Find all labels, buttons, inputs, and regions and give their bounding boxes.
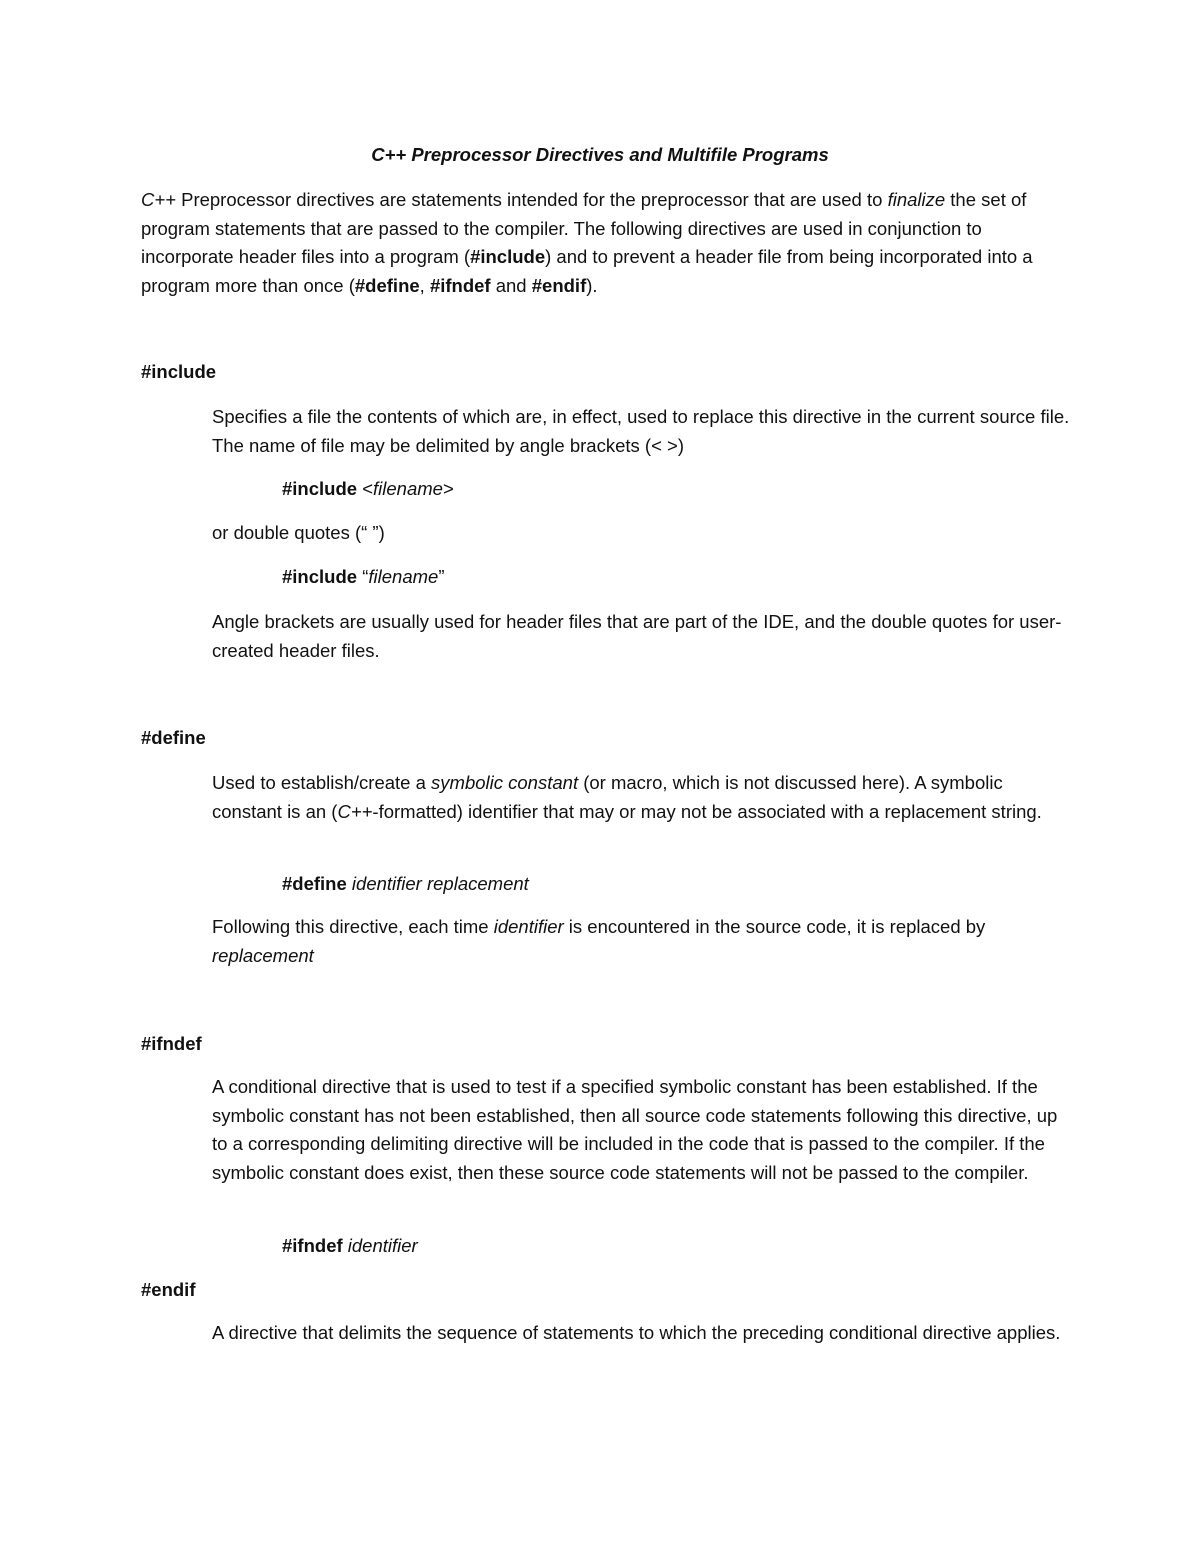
ifndef-syntax-args: identifier <box>342 1235 418 1256</box>
define-desc-1: Used to establish/create a <box>212 772 432 793</box>
define-heading: #define <box>141 727 206 748</box>
include-or-quotes: or double quotes (“ ”) <box>212 522 385 543</box>
include-syntax-quotes <box>282 565 444 589</box>
endif-heading: #endif <box>141 1279 196 1300</box>
include-description: Specifies a file the contents of which are, in effect, used to replace this directive in the current source file. The name of file may be delimited by angle brackets (< >) <box>212 406 1070 456</box>
include-syntax-quotes-arg: filename <box>368 566 439 587</box>
include-syntax-angle-open: < <box>357 478 374 499</box>
define-syntax-args: identifier replacement <box>346 873 529 894</box>
intro-and: and <box>490 274 532 296</box>
intro-comma: , <box>419 274 430 296</box>
ifndef-syntax-kw: #ifndef <box>282 1235 343 1256</box>
include-syntax-quotes-close: ” <box>438 566 445 587</box>
intro-end: ). <box>586 274 598 296</box>
define-following-identifier: identifier <box>493 916 564 937</box>
define-desc-3: -formatted) identifier that may or may not be associated with a replacement string. <box>372 800 1042 822</box>
define-syntax-kw: #define <box>282 873 347 894</box>
include-syntax-angle <box>282 477 454 501</box>
title-cpp: C++ Preprocessor Directives and Multifile Programs <box>371 144 829 165</box>
include-syntax-quotes-open: “ <box>357 566 369 587</box>
intro-ifndef: #ifndef <box>429 274 491 296</box>
include-syntax-quotes-kw: #include <box>282 566 358 587</box>
include-syntax-angle-close: > <box>442 478 454 499</box>
intro-endif: #endif <box>531 274 587 296</box>
define-following-replacement: replacement <box>212 944 314 966</box>
ifndef-heading: #ifndef <box>141 1033 202 1054</box>
intro-cpp: C++ <box>141 189 176 210</box>
define-desc-2: (or macro, which is not discussed here). A symbolic constant is an ( <box>212 772 1003 822</box>
document-title <box>0 144 1200 166</box>
include-syntax-angle-arg: filename <box>373 478 443 499</box>
intro-finalize: finalize <box>887 189 946 210</box>
intro-include: #include <box>470 246 546 268</box>
endif-description: A directive that delimits the sequence of statements to which the preceding conditional directive applies. <box>212 1322 1061 1343</box>
define-following <box>212 913 1072 970</box>
define-syntax <box>282 872 529 896</box>
define-following-1: Following this directive, each time <box>212 916 494 937</box>
intro-define: #define <box>354 274 420 296</box>
intro-paragraph <box>141 186 1061 300</box>
ifndef-syntax <box>282 1234 418 1258</box>
include-usage: Angle brackets are usually used for header files that are part of the IDE, and the double quotes for user-created header files. <box>212 611 1062 661</box>
define-description <box>212 769 1072 826</box>
intro-text-2: the set of program statements that are passed to the compiler. The following directives are used in conjunction to incorporate header files into a program ( <box>141 189 1027 268</box>
ifndef-description: A conditional directive that is used to test if a specified symbolic constant has been established. If the symbolic constant has not been established, then all source code statements following this directive, up to a corresponding delimiting directive will be included in the code that is passed to the compiler. If the symbolic constant does exist, then these source code statements will not be passed to the compiler. <box>212 1076 1058 1183</box>
intro-text-1: Preprocessor directives are statements intended for the preprocessor that are used to <box>175 189 888 210</box>
include-heading: #include <box>141 361 217 382</box>
intro-text-3: ) and to prevent a header file from being incorporated into a program more than once ( <box>141 246 1033 296</box>
define-desc-cpp: C++ <box>337 800 373 822</box>
define-desc-symbolic-constant: symbolic constant <box>431 772 579 793</box>
include-syntax-angle-kw: #include <box>282 478 358 499</box>
define-following-2: is encountered in the source code, it is replaced by <box>563 916 986 937</box>
